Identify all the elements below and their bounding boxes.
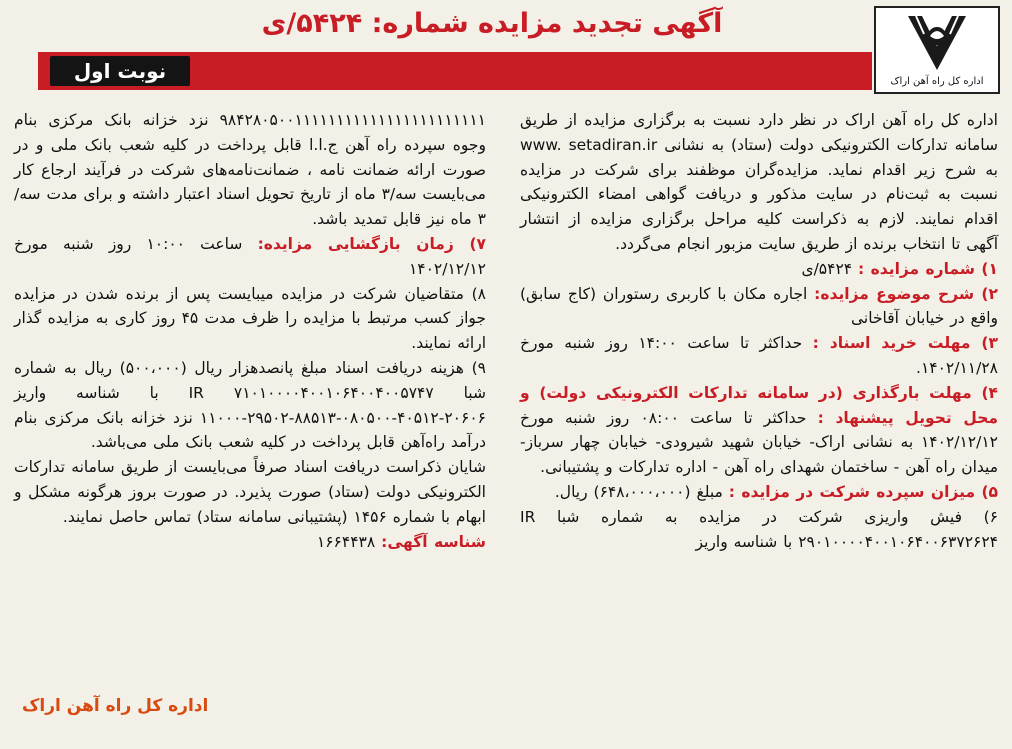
item-7 [14, 232, 486, 282]
item-3 [520, 331, 998, 381]
item-9: ۹) هزینه دریافت اسناد مبلغ پانصدهزار ریال (۵۰۰،۰۰۰) ریال به شماره شبا IR ۷۱۰۱۰۰۰۰۴۰۰۱۰۶۴۰۰۴۰۰۵۷۴۷ با شناسه واریز ۲۰۶۰۶-۴۰۵۱۲-۰۸۰۵۰۰-۸۸۵۱۳-۲۹۵۰۲-۱۱۰۰۰ نزد خزانه بانک مرکزی بنام درآمد راه‌آهن قابل پرداخت در کلیه شعب بانک ملی می‌باشد. [14, 358, 486, 452]
item-2 [520, 282, 998, 332]
item-7-text: ساعت ۱۰:۰۰ روز شنبه مورخ ۱۴۰۲/۱۲/۱۲ [14, 234, 486, 278]
item-3-label: ۳) مهلت خرید اسناد : [812, 334, 998, 353]
item-7-label: ۷) زمان بازگشایی مزایده: [257, 234, 486, 253]
item-3-text: حداکثر تا ساعت ۱۴:۰۰ روز شنبه مورخ ۱۴۰۲/۱۱/۲۸. [520, 334, 998, 377]
item-8: ۸) متقاضیان شرکت در مزایده میبایست پس از برنده شدن در مزایده جواز کسب مرتبط با مزایده را ظرف مدت ۴۵ روز کاری به مزایده گذار ارائه نمایند. [14, 284, 486, 353]
item-1-text: ۵۴۲۴/ی [801, 259, 853, 278]
notice-id-label: شناسه آگهی: [381, 532, 486, 551]
item-2-text: اجاره مکان با کاربری رستوران (کاج سابق) واقع در خیابان آقاخانی [520, 284, 998, 328]
signature: اداره کل راه آهن اراک [22, 696, 209, 716]
item-4 [520, 381, 998, 480]
notice-id [14, 530, 486, 555]
item-1 [520, 257, 998, 282]
railway-emblem-icon [902, 12, 972, 74]
notice-title: آگهی تجدید مزایده شماره: ۵۴۲۴/ی [261, 8, 723, 39]
item-4-text: حداکثر تا ساعت ۰۸:۰۰ روز شنبه مورخ ۱۴۰۲/۱۲/۱۲ به نشانی اراک- خیابان شهید شیرودی- خیابان چهار سرباز-میدان راه آهن - ساختمان شهدای راه آهن - اداره تدارکات و پشتیبانی. [520, 408, 998, 477]
logo-caption: اداره کل راه آهن اراک [890, 76, 984, 87]
item-4-label: ۴) مهلت بارگذاری (در سامانه تدارکات الکترونیکی دولت) و محل تحویل پیشنهاد : [520, 383, 998, 427]
item-5 [520, 480, 998, 505]
item-2-label: ۲) شرح موضوع مزایده: [814, 284, 998, 303]
item-5-text: مبلغ (۶۴۸،۰۰۰،۰۰۰) ریال. [554, 482, 723, 501]
right-column [520, 108, 998, 554]
logo [874, 6, 1000, 94]
round-badge: نوبت اول [50, 56, 190, 86]
continuation-paragraph: ۹۸۴۲۸۰۵۰۰۱۱۱۱۱۱۱۱۱۱۱۱۱۱۱۱۱۱۱۱۱۱۱ نزد خزانه بانک مرکزی بنام وجوه سپرده راه آهن ج.ا.ا قابل پرداخت در کلیه شعب بانک ملی و در صورت ارائه ضمانت نامه ، ضمانت‌نامه‌های شرکت در فرآیند ارجاع کار می‌بایست سه/۳ ماه از تاریخ تحویل اسناد اعتبار داشته و برای مدت سه/۳ ماه نیز قابل تمدید باشد. [14, 111, 486, 229]
note-paragraph: شایان ذکراست دریافت اسناد صرفاً می‌بایست از طریق سامانه تدارکات الکترونیکی دولت (ستاد) صورت پذیرد. در صورت بروز هرگونه مشکل و ابهام با شماره ۱۴۵۶ (پشتیبانی سامانه ستاد) تماس حاصل نمایند. [14, 458, 486, 526]
item-1-label: ۱) شماره مزایده : [858, 259, 998, 278]
intro-paragraph: اداره کل راه آهن اراک در نظر دارد نسبت به برگزاری مزایده از طریق سامانه تدارکات الکترونیکی دولت (ستاد) به نشانی www. setadiran.ir به شرح زیر اقدام نماید. مزایده‌گران موظفند برای شرکت در مزایده نسبت به ثبت‌نام در سایت مذکور و دریافت گواهی امضاء الکترونیکی اقدام نمایند. لازم به ذکراست کلیه مراحل برگزاری مزایده از انتشار آگهی تا انتخاب برنده از طریق سایت مزبور انجام می‌گردد. [520, 111, 998, 253]
round-bar [38, 52, 872, 90]
item-5-label: ۵) میزان سپرده شرکت در مزایده : [728, 482, 998, 501]
notice-id-value: ۱۶۶۴۴۳۸ [316, 532, 376, 551]
item-6: ۶) فیش واریزی شرکت در مزایده به شماره شبا IR ۲۹۰۱۰۰۰۰۴۰۰۱۰۶۴۰۰۶۳۷۲۶۲۴ با شناسه واریز [520, 507, 998, 551]
left-column [14, 108, 486, 554]
